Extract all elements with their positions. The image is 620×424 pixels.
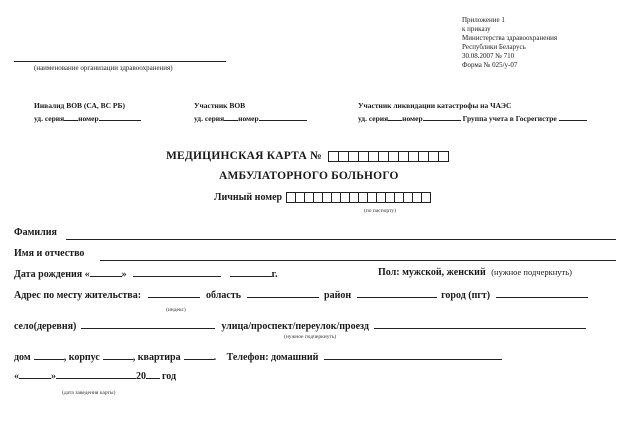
card-date-caption: (дата заведения карты) [62, 390, 116, 396]
region-field[interactable] [247, 288, 319, 298]
category-label: Участник ликвидации катастрофы на ЧАЭС [358, 101, 512, 110]
address-row [14, 288, 588, 301]
personal-number-label: Личный номер [214, 192, 283, 203]
card-title-line1 [166, 150, 449, 162]
card-number-boxes[interactable] [329, 151, 449, 162]
sex-row[interactable] [378, 267, 572, 278]
year-suffix: г. [271, 269, 278, 280]
card-date-close: » [51, 371, 56, 382]
category-wwii-invalid [34, 101, 141, 123]
street-field[interactable] [374, 319, 586, 329]
category-label: Инвалид ВОВ (СА, ВС РБ) [34, 101, 125, 110]
name-patronymic-label: Имя и отчество [14, 248, 85, 259]
appendix-line: Республики Беларусь [462, 43, 526, 51]
appendix-line: Приложение 1 [462, 16, 505, 24]
card-title: МЕДИЦИНСКАЯ КАРТА № [166, 150, 322, 162]
id-number-label: номер [238, 114, 259, 123]
village-street-row [14, 319, 586, 332]
id-number-label: номер [78, 114, 99, 123]
number-field[interactable] [423, 112, 461, 121]
birth-date-label: Дата рождения « [14, 269, 90, 280]
birth-month-field[interactable] [133, 267, 221, 277]
building-field[interactable] [103, 350, 133, 360]
village-label: село(деревня) [14, 321, 77, 332]
id-series-label: уд. серия [358, 114, 389, 123]
street-label: улица/проспект/переулок/проезд [221, 321, 369, 332]
series-field[interactable] [64, 112, 78, 121]
card-title-line2: АМБУЛАТОРНОГО БОЛЬНОГО [219, 170, 399, 182]
registry-group-field[interactable] [559, 112, 587, 121]
apartment-field[interactable] [184, 350, 214, 360]
surname-field[interactable] [66, 239, 616, 240]
number-field[interactable] [259, 112, 307, 121]
card-date-row [14, 369, 176, 382]
house-field[interactable] [34, 350, 64, 360]
series-field[interactable] [224, 112, 238, 121]
series-field[interactable] [388, 112, 402, 121]
id-series-label: уд. серия [34, 114, 65, 123]
phone-label: Телефон: домашний [226, 352, 319, 363]
sex-note: (нужное подчеркнуть) [491, 267, 572, 277]
id-number-label: номер [402, 114, 423, 123]
district-field[interactable] [357, 288, 437, 298]
category-wwii-participant [194, 101, 307, 123]
apartment-label: , квартира [132, 352, 181, 363]
id-series-label: уд. серия [194, 114, 225, 123]
appendix-line: к приказу [462, 25, 491, 33]
appendix-line: Министерства здравоохранения [462, 34, 558, 42]
sex-label: Пол: мужской, женский [378, 267, 486, 278]
personal-number-boxes[interactable] [287, 192, 431, 203]
district-label: район [324, 290, 352, 301]
street-caption: (нужное подчеркнуть) [284, 334, 337, 340]
personal-number-row [214, 192, 431, 203]
number-field[interactable] [99, 112, 141, 121]
registry-group-label: Группа учета в Госрегистре [462, 114, 557, 123]
card-year-prefix: 20 [136, 371, 146, 382]
category-label: Участник ВОВ [194, 101, 246, 110]
birth-date-close: » [121, 269, 127, 280]
organization-name-field[interactable] [14, 61, 226, 62]
name-patronymic-field[interactable] [100, 260, 616, 261]
house-label: дом [14, 352, 31, 363]
appendix-line: 30.08.2007 № 710 [462, 52, 515, 60]
birth-day-field[interactable] [90, 267, 122, 277]
house-phone-row: дом , корпус , квартира . Телефон: домашний [14, 350, 502, 363]
personal-number-caption: (по паспорту) [364, 208, 397, 214]
birth-year-field[interactable] [230, 267, 272, 277]
appendix-line: Форма № 025/у-07 [462, 61, 518, 69]
city-field[interactable] [496, 288, 588, 298]
organization-caption: (наименование организации здравоохранения) [34, 64, 173, 72]
card-year-field[interactable] [146, 369, 160, 379]
card-date-open: « [14, 371, 19, 382]
card-year-word: год [162, 371, 177, 382]
card-day-field[interactable] [19, 369, 51, 379]
appendix-block [462, 16, 557, 70]
surname-label: Фамилия [14, 227, 57, 238]
card-month-field[interactable] [56, 369, 136, 379]
building-label: , корпус [63, 352, 100, 363]
village-field[interactable] [81, 319, 215, 329]
region-label: область [206, 290, 242, 301]
birth-date-row [14, 267, 278, 280]
phone-field[interactable] [324, 350, 502, 360]
address-label: Адрес по месту жительства: [14, 290, 142, 301]
city-label: город (пгт) [441, 290, 491, 301]
postal-index-field[interactable] [148, 288, 200, 298]
index-caption: (индекс) [166, 307, 186, 313]
category-chernobyl [358, 101, 587, 123]
